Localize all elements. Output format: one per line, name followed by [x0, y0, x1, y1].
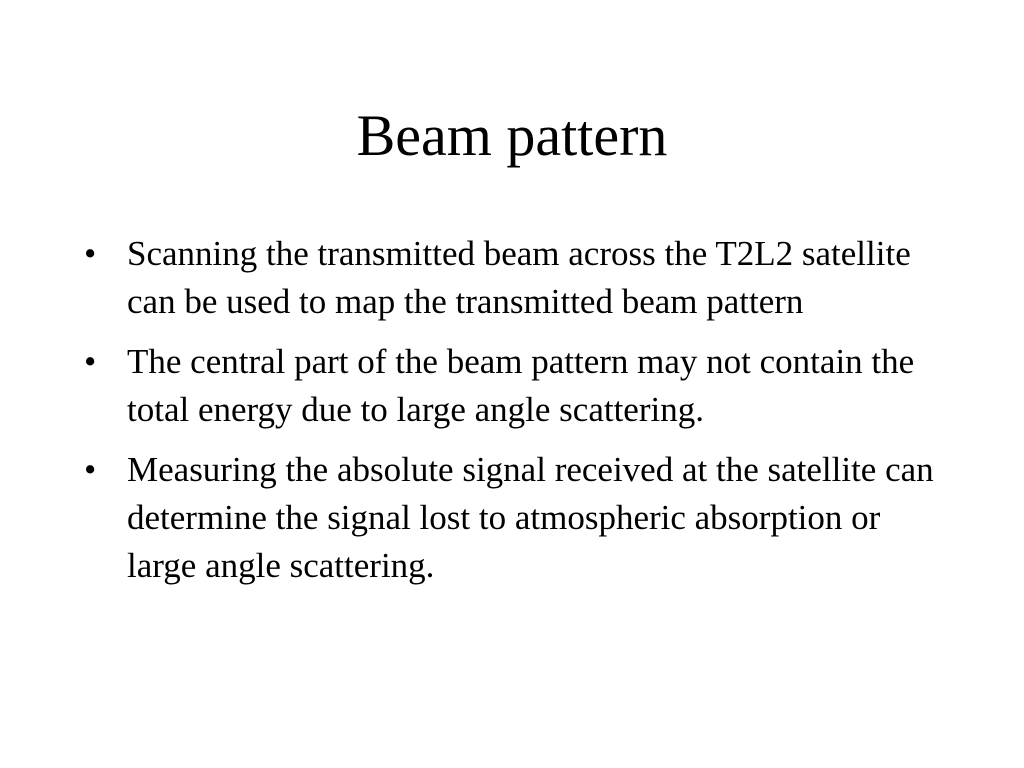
bullet-item-measuring [84, 446, 944, 590]
slide-title: Beam pattern [356, 103, 668, 168]
bullet-item-scanning [84, 230, 944, 326]
bullet-item-central-part [84, 338, 944, 434]
bullet-text: The central part of the beam pattern may not contain the total energy due to large angle scattering. [127, 342, 915, 429]
bullet-text: Scanning the transmitted beam across the T2L2 satellite can be used to map the transmitted beam pattern [127, 234, 911, 321]
bullet-list [84, 230, 944, 602]
bullet-text: Measuring the absolute signal received at the satellite can determine the signal lost to atmospheric absorption or large angle scattering. [127, 450, 934, 585]
bullet-marker: • [84, 450, 97, 489]
bullet-marker: • [84, 234, 97, 273]
bullet-marker: • [84, 342, 97, 381]
